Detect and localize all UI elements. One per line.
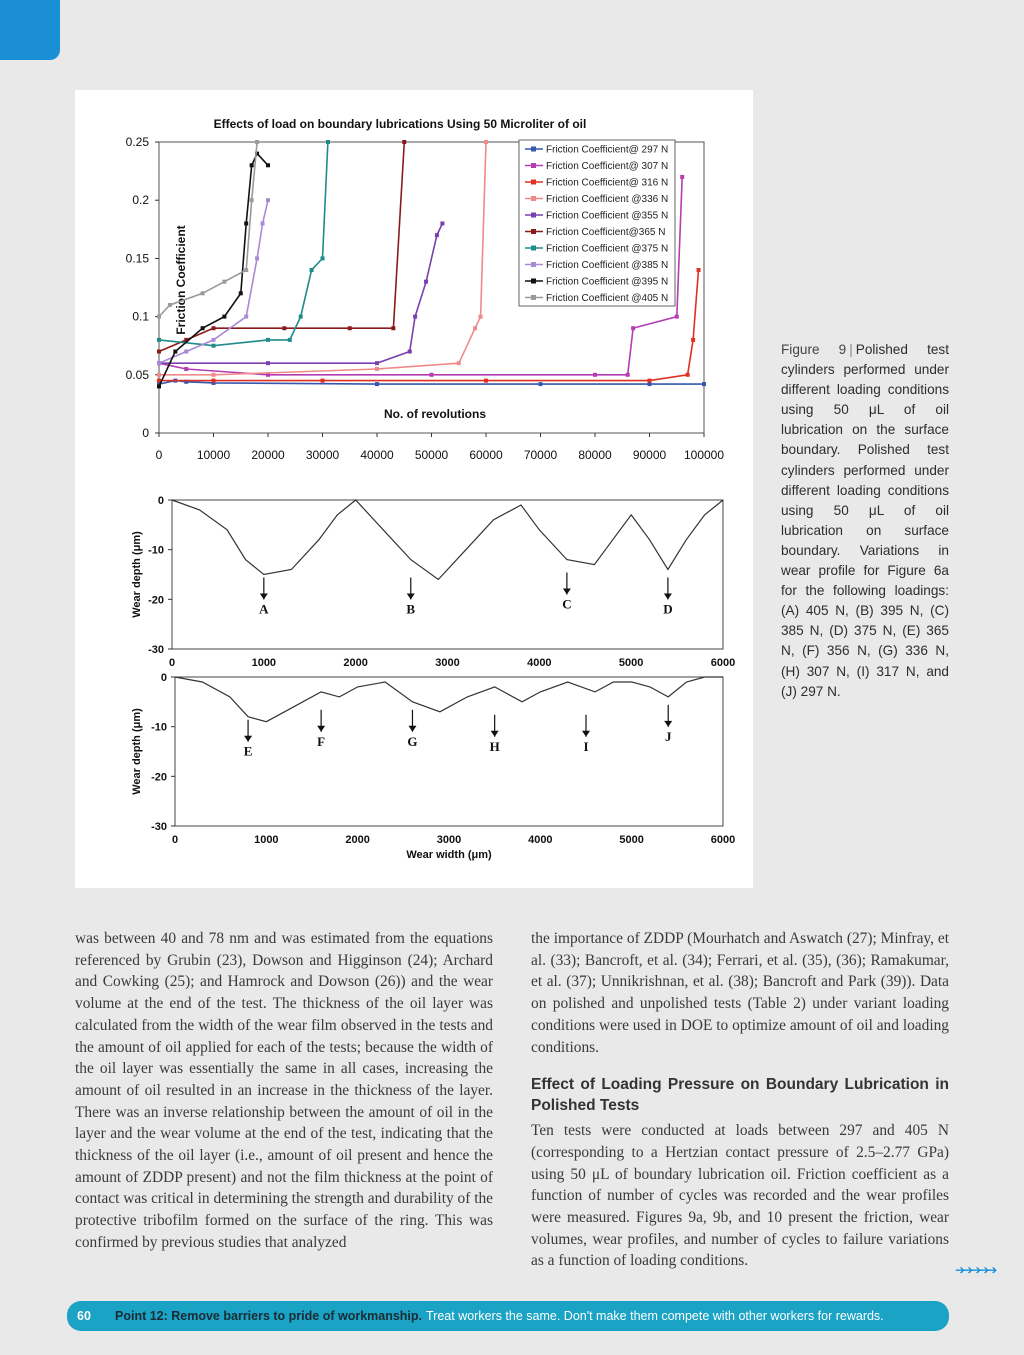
- body-column-left: [75, 928, 493, 1254]
- legend-marker: [531, 163, 536, 168]
- legend-marker: [531, 295, 536, 300]
- x-tick-label: 40000: [360, 448, 394, 462]
- y-tick-label: 0.05: [125, 367, 149, 382]
- x-tick-label: 0: [155, 448, 163, 462]
- legend-marker: [531, 229, 536, 234]
- legend-label: Friction Coefficient @405 N: [546, 293, 669, 304]
- body-paragraph: was between 40 and 78 nm and was estimated from the equations referenced by Grubin (23), Dowson and Higginson (24); Archard and Cowking (25); and Hamrock and Dowson (26)) and the wear volume at the end of the test. The thickness of the oil layer was calculated from the width of the wear film observed in the tests and the amount of oil applied for each of the tests; because the width of the oil layer was essentially the same in all cases, increasing the amount of oil resulted in an increase in the thickness of the layer. There was an inverse relationship between the amount of oil in the layer and the wear volume at the end of the test, indicating that the thickness of the oil layer (i.e., amount of oil present and hence the amount of ZDDP present) and not the film thickness at the point of contact was critical in determining the strength and durability of the protective tribofilm formed on the surface of the ring. This was confirmed by previous studies that analyzed: [75, 930, 493, 1251]
- figure-panel: [75, 90, 753, 888]
- figure-svg: [75, 90, 753, 888]
- annotation-arrowhead: [260, 594, 268, 600]
- annotation-arrowhead: [244, 736, 252, 742]
- data-point: [430, 373, 434, 377]
- data-point: [626, 373, 630, 377]
- data-point: [375, 382, 379, 386]
- figure-caption: [781, 340, 949, 702]
- wear-y-tick-label: 0: [160, 672, 167, 684]
- data-point: [648, 382, 652, 386]
- wear-y-tick-label: -20: [148, 594, 164, 607]
- wear-plot-frame: [175, 677, 723, 826]
- data-point: [244, 221, 248, 225]
- y-tick-label: 0.15: [125, 251, 149, 266]
- wear-y-tick-label: 0: [157, 495, 164, 507]
- legend-marker: [531, 147, 536, 152]
- footer-bold-text: Point 12: Remove barriers to pride of workmanship.: [115, 1309, 423, 1323]
- data-point: [473, 326, 477, 330]
- continue-arrows-icon: ➔➔➔➔➔: [955, 1263, 996, 1277]
- corner-tab: [0, 0, 60, 60]
- page-number: 60: [77, 1309, 91, 1323]
- wear-x-tick-label: 6000: [710, 834, 736, 846]
- wear-x-tick-label: 2000: [343, 657, 368, 669]
- legend-marker: [531, 196, 536, 201]
- legend-marker: [531, 213, 536, 218]
- data-point: [212, 338, 216, 342]
- wear-x-tick-label: 2000: [345, 834, 370, 846]
- data-point: [299, 315, 303, 319]
- wear-y-tick-label: -30: [151, 821, 167, 833]
- data-point: [593, 373, 597, 377]
- legend-label: Friction Coefficient @395 N: [546, 276, 669, 288]
- data-point: [157, 350, 161, 354]
- annotation-label: E: [243, 743, 253, 759]
- data-point: [266, 361, 270, 365]
- legend-marker: [531, 180, 536, 185]
- annotation-arrowhead: [563, 589, 571, 595]
- data-point: [261, 221, 265, 225]
- data-point: [440, 221, 444, 225]
- wear-y-tick-label: -10: [148, 544, 164, 557]
- wear-x-tick-label: 1000: [251, 657, 277, 669]
- x-tick-label: 100000: [683, 448, 725, 462]
- caption-label: Figure 9: [781, 342, 847, 357]
- annotation-arrowhead: [664, 594, 672, 600]
- x-tick-label: 70000: [523, 448, 558, 462]
- wear-y-tick-label: -20: [151, 771, 167, 784]
- data-point: [697, 268, 701, 272]
- x-tick-label: 30000: [305, 448, 340, 462]
- section-heading: Effect of Loading Pressure on Boundary Lubrication in Polished Tests: [531, 1076, 949, 1115]
- x-axis-label: No. of revolutions: [384, 407, 486, 421]
- x-tick-label: 80000: [578, 448, 612, 462]
- data-point: [244, 315, 248, 319]
- wear-y-axis-label: Wear depth (μm): [131, 531, 143, 618]
- data-point: [173, 350, 177, 354]
- data-point: [212, 379, 216, 383]
- annotation-label: I: [583, 738, 589, 754]
- legend-label: Friction Coefficient @375 N: [546, 243, 669, 255]
- x-tick-label: 90000: [632, 448, 667, 462]
- wear-y-tick-label: -10: [151, 721, 167, 734]
- data-point: [250, 198, 254, 202]
- data-point: [648, 379, 652, 383]
- data-point: [375, 361, 379, 365]
- data-point: [675, 315, 679, 319]
- wear-profile-line: [175, 677, 723, 722]
- data-point: [201, 326, 205, 330]
- data-point: [255, 256, 259, 260]
- data-point: [255, 140, 259, 144]
- wear-x-tick-label: 5000: [619, 834, 644, 846]
- wear-x-tick-label: 4000: [528, 834, 553, 846]
- data-point: [157, 338, 161, 342]
- annotation-arrowhead: [408, 726, 416, 732]
- body-paragraph: Ten tests were conducted at loads between 297 and 405 N (corresponding to a Hertzian contact pressure of 2.5–2.77 GPa) using 50 μL of boundary lubrication oil. Friction coefficient as a function of number of cycles was recorded and the wear profiles were measured. Figures 9a, 9b, and 10 present the friction, wear volumes, wear profiles, and number of cycles to failure variations as a function of loading conditions.: [531, 1122, 949, 1270]
- annotation-label: J: [664, 728, 672, 744]
- annotation-label: C: [562, 596, 572, 612]
- legend-marker: [531, 279, 536, 284]
- legend-label: Friction Coefficient @336 N: [546, 194, 669, 205]
- data-point: [157, 361, 161, 365]
- wear-x-tick-label: 0: [171, 834, 179, 846]
- y-tick-label: 0.2: [132, 193, 149, 208]
- legend-label: Friction Coefficient @355 N: [546, 210, 669, 222]
- data-point: [266, 198, 270, 202]
- data-point: [321, 379, 325, 383]
- annotation-label: A: [259, 601, 269, 617]
- data-point: [184, 367, 188, 371]
- data-point: [375, 367, 379, 371]
- data-point: [402, 140, 406, 144]
- data-point: [157, 373, 161, 377]
- data-point: [310, 268, 314, 272]
- footer-bar: [67, 1301, 949, 1331]
- wear-x-tick-label: 1000: [254, 834, 279, 846]
- data-point: [168, 303, 172, 307]
- data-point: [326, 140, 330, 144]
- annotation-label: G: [407, 733, 418, 749]
- data-point: [457, 361, 461, 365]
- legend-marker: [531, 262, 536, 267]
- data-point: [408, 350, 412, 354]
- annotation-arrowhead: [582, 731, 590, 737]
- wear-x-axis-label: Wear width (μm): [406, 849, 492, 861]
- data-point: [479, 315, 483, 319]
- data-point: [484, 140, 488, 144]
- data-point: [348, 326, 352, 330]
- annotation-label: B: [406, 601, 416, 617]
- x-tick-label: 60000: [469, 448, 503, 462]
- data-point: [321, 256, 325, 260]
- data-point: [157, 384, 161, 388]
- annotation-arrowhead: [664, 721, 672, 727]
- data-point: [157, 315, 161, 319]
- data-point: [686, 373, 690, 377]
- wear-x-tick-label: 5000: [618, 657, 644, 669]
- wear-x-tick-label: 4000: [527, 657, 552, 669]
- footer-text: Treat workers the same. Don't make them compete with other workers for rewards.: [426, 1309, 884, 1323]
- y-tick-label: 0.1: [132, 309, 149, 324]
- wear-x-tick-label: 3000: [436, 834, 462, 846]
- legend-label: Friction Coefficient@365 N: [546, 227, 666, 238]
- annotation-label: F: [317, 733, 326, 749]
- annotation-arrowhead: [407, 594, 415, 600]
- x-tick-label: 50000: [414, 448, 449, 462]
- data-point: [391, 326, 395, 330]
- legend-label: Friction Coefficient @385 N: [546, 260, 669, 271]
- x-tick-label: 10000: [196, 448, 231, 462]
- wear-plot-frame: [172, 500, 723, 649]
- annotation-label: D: [663, 601, 673, 617]
- data-point: [702, 382, 706, 386]
- y-tick-label: 0: [142, 426, 149, 440]
- data-point: [266, 163, 270, 167]
- data-point: [222, 315, 226, 319]
- annotation-arrowhead: [317, 726, 325, 732]
- data-point: [484, 379, 488, 383]
- caption-separator: |: [849, 342, 853, 357]
- data-point: [250, 163, 254, 167]
- x-tick-label: 20000: [251, 448, 285, 462]
- data-point: [539, 382, 543, 386]
- data-point: [222, 280, 226, 284]
- y-axis-label: Friction Coefficient: [174, 225, 188, 335]
- data-point: [424, 280, 428, 284]
- annotation-arrowhead: [491, 731, 499, 737]
- wear-profile-line: [172, 500, 723, 580]
- wear-y-tick-label: -30: [148, 644, 164, 656]
- data-point: [212, 344, 216, 348]
- series-line: [159, 142, 404, 352]
- body-column-right: [531, 928, 949, 1272]
- data-point: [680, 175, 684, 179]
- legend-label: Friction Coefficient@ 297 N: [546, 144, 669, 156]
- data-point: [266, 338, 270, 342]
- chart-title: Effects of load on boundary lubrications Using 50 Microliter of oil: [213, 117, 587, 131]
- data-point: [691, 338, 695, 342]
- data-point: [184, 350, 188, 354]
- legend-marker: [531, 246, 536, 251]
- body-paragraph: the importance of ZDDP (Mourhatch and Aswatch (27); Minfray, et al. (33); Bancroft, et al. (34); Ferrari, et al. (35), (36); Ramakumar, et al. (37); Unnikrishnan, et al. (38); Bancroft and Park (39)). Data on polished and unpolished tests (Table 2) under variant loading conditions were used in DOE to optimize amount of oil and loading conditions.: [531, 930, 949, 1056]
- wear-x-tick-label: 3000: [435, 657, 460, 669]
- data-point: [631, 326, 635, 330]
- data-point: [212, 326, 216, 330]
- legend-label: Friction Coefficient@ 307 N: [546, 161, 669, 172]
- data-point: [282, 326, 286, 330]
- wear-y-axis-label: Wear depth (μm): [131, 708, 143, 795]
- caption-text: Polished test cylinders performed under different loading conditions using 50 μL of oil lubrication on the surface boundary. Polished test cylinders performed under different loading conditions using 50 μL of oil lubrication on surface boundary. Variations in wear profile for Figure 6a for the following loadings: (A) 405 N, (B) 395 N, (C) 385 N, (D) 375 N, (E) 365 N, (F) 356 N, (G) 336 N, (H) 307 N, (I) 317 N, and (J) 297 N.: [781, 342, 949, 699]
- y-tick-label: 0.25: [125, 135, 149, 149]
- legend-label: Friction Coefficient@ 316 N: [546, 177, 669, 189]
- data-point: [212, 373, 216, 377]
- wear-x-tick-label: 0: [168, 657, 176, 669]
- data-point: [239, 291, 243, 295]
- data-point: [201, 291, 205, 295]
- wear-x-tick-label: 6000: [710, 657, 736, 669]
- data-point: [435, 233, 439, 237]
- annotation-label: H: [489, 738, 500, 754]
- data-point: [413, 315, 417, 319]
- data-point: [244, 268, 248, 272]
- data-point: [288, 338, 292, 342]
